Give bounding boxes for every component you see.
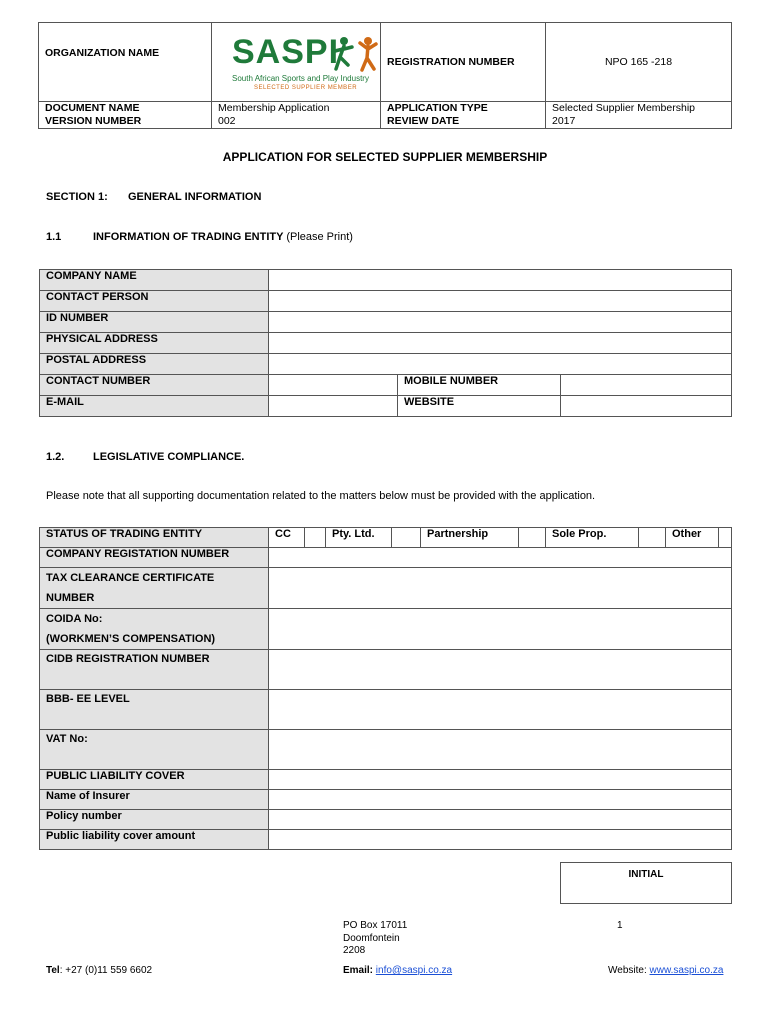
other-checkbox[interactable] xyxy=(719,528,732,548)
footer-tel xyxy=(46,965,152,976)
postal-address-field[interactable] xyxy=(269,354,732,375)
pty-label: Pty. Ltd. xyxy=(326,528,392,548)
app-type-label: APPLICATION TYPE xyxy=(387,102,488,114)
app-values-cell xyxy=(546,102,732,129)
vat-label: VAT No: xyxy=(40,730,269,770)
id-number-field[interactable] xyxy=(269,312,732,333)
reg-number-label: REGISTRATION NUMBER xyxy=(381,23,546,102)
section-1-2-heading xyxy=(46,451,245,463)
running-figure-icon xyxy=(334,35,378,73)
website-field[interactable] xyxy=(561,396,732,417)
cidb-label: CIDB REGISTRATION NUMBER xyxy=(40,650,269,690)
tel-value: : +27 (0)11 559 6602 xyxy=(59,965,153,976)
email-label: Email: xyxy=(343,965,374,976)
website-label-footer: Website: xyxy=(608,965,647,976)
other-label: Other xyxy=(666,528,719,548)
contact-number-field[interactable] xyxy=(269,375,398,396)
section-1-2-number: 1.2. xyxy=(46,451,65,463)
reg-number-value: NPO 165 -218 xyxy=(546,23,732,102)
partnership-label: Partnership xyxy=(421,528,519,548)
tax-clearance-field[interactable] xyxy=(269,568,732,609)
org-name-label: ORGANIZATION NAME xyxy=(39,23,212,102)
footer-email xyxy=(343,965,452,976)
email-link[interactable]: info@saspi.co.za xyxy=(375,965,453,976)
insurer-label: Name of Insurer xyxy=(40,790,269,810)
footer-address xyxy=(343,920,407,958)
postal-address-label: POSTAL ADDRESS xyxy=(40,354,269,375)
pl-amount-label: Public liability cover amount xyxy=(40,830,269,850)
review-date-label: REVIEW DATE xyxy=(387,115,460,127)
sole-prop-checkbox[interactable] xyxy=(639,528,666,548)
company-reg-field[interactable] xyxy=(269,548,732,568)
mobile-number-label: MOBILE NUMBER xyxy=(398,375,561,396)
section-1-title: GENERAL INFORMATION xyxy=(128,191,262,203)
pl-cover-label: PUBLIC LIABILITY COVER xyxy=(40,770,269,790)
website-link[interactable]: www.saspi.co.za xyxy=(649,965,724,976)
website-label: WEBSITE xyxy=(398,396,561,417)
id-number-label: ID NUMBER xyxy=(40,312,269,333)
coida-line1: COIDA No: xyxy=(46,613,103,625)
section-1-1-number: 1.1 xyxy=(46,231,62,243)
email-label: E-MAIL xyxy=(40,396,269,417)
header-table xyxy=(38,22,732,129)
coida-line2: (WORKMEN’S COMPENSATION) xyxy=(46,633,216,645)
version-value: 002 xyxy=(218,115,236,127)
company-name-field[interactable] xyxy=(269,270,732,291)
trading-entity-table xyxy=(39,269,732,417)
footer-website xyxy=(608,965,723,976)
section-1-1-note: (Please Print) xyxy=(286,231,353,243)
initial-label: INITIAL xyxy=(628,869,664,880)
logo-cell xyxy=(212,23,381,102)
bbbee-label: BBB- EE LEVEL xyxy=(40,690,269,730)
section-1-1-title: INFORMATION OF TRADING ENTITY xyxy=(93,231,284,243)
pl-cover-field[interactable] xyxy=(269,770,732,790)
company-name-label: COMPANY NAME xyxy=(40,270,269,291)
pty-checkbox[interactable] xyxy=(392,528,421,548)
footer-code: 2208 xyxy=(343,945,366,956)
pl-amount-field[interactable] xyxy=(269,830,732,850)
version-label: VERSION NUMBER xyxy=(45,115,142,127)
coida-field[interactable] xyxy=(269,609,732,650)
app-labels-cell xyxy=(381,102,546,129)
logo-tagline: SELECTED SUPPLIER MEMBER xyxy=(254,85,358,91)
partnership-checkbox[interactable] xyxy=(519,528,546,548)
cc-label: CC xyxy=(269,528,305,548)
page-title: APPLICATION FOR SELECTED SUPPLIER MEMBERSHIP xyxy=(222,150,548,164)
policy-field[interactable] xyxy=(269,810,732,830)
company-reg-label: COMPANY REGISTATION NUMBER xyxy=(40,548,269,568)
cc-checkbox[interactable] xyxy=(305,528,326,548)
contact-number-label: CONTACT NUMBER xyxy=(40,375,269,396)
email-field[interactable] xyxy=(269,396,398,417)
tax-clearance-line1: TAX CLEARANCE CERTIFICATE xyxy=(46,572,215,584)
bbbee-field[interactable] xyxy=(269,690,732,730)
contact-person-label: CONTACT PERSON xyxy=(40,291,269,312)
section-1-2-title: LEGISLATIVE COMPLIANCE. xyxy=(93,451,245,463)
doc-name-value: Membership Application xyxy=(218,102,330,114)
app-type-value: Selected Supplier Membership xyxy=(552,102,695,114)
doc-name-label: DOCUMENT NAME xyxy=(45,102,140,114)
insurer-field[interactable] xyxy=(269,790,732,810)
logo-subtitle: South African Sports and Play Industry xyxy=(232,74,369,83)
policy-label: Policy number xyxy=(40,810,269,830)
tax-clearance-label xyxy=(40,568,269,609)
section-1-number: SECTION 1: xyxy=(46,191,108,203)
documentation-note: Please note that all supporting documentation related to the matters below must be provided with the application. xyxy=(46,490,596,502)
coida-label xyxy=(40,609,269,650)
compliance-table xyxy=(39,527,732,850)
page-number: 1 xyxy=(617,920,623,931)
cidb-field[interactable] xyxy=(269,650,732,690)
doc-labels-cell xyxy=(39,102,212,129)
sole-prop-label: Sole Prop. xyxy=(546,528,639,548)
contact-person-field[interactable] xyxy=(269,291,732,312)
footer-city: Doomfontein xyxy=(343,932,400,944)
initial-box[interactable] xyxy=(560,862,732,904)
review-date-value: 2017 xyxy=(552,115,576,127)
logo-name: SASPI xyxy=(232,33,340,71)
section-1-1-heading xyxy=(46,231,353,243)
physical-address-field[interactable] xyxy=(269,333,732,354)
doc-values-cell xyxy=(212,102,381,129)
tel-label: Tel xyxy=(46,965,60,976)
saspi-logo xyxy=(212,23,380,99)
vat-field[interactable] xyxy=(269,730,732,770)
mobile-number-field[interactable] xyxy=(561,375,732,396)
status-label: STATUS OF TRADING ENTITY xyxy=(40,528,269,548)
tax-clearance-line2: NUMBER xyxy=(46,592,95,604)
physical-address-label: PHYSICAL ADDRESS xyxy=(40,333,269,354)
footer-po-box: PO Box 17011 xyxy=(343,920,408,931)
section-1-heading xyxy=(46,191,262,203)
